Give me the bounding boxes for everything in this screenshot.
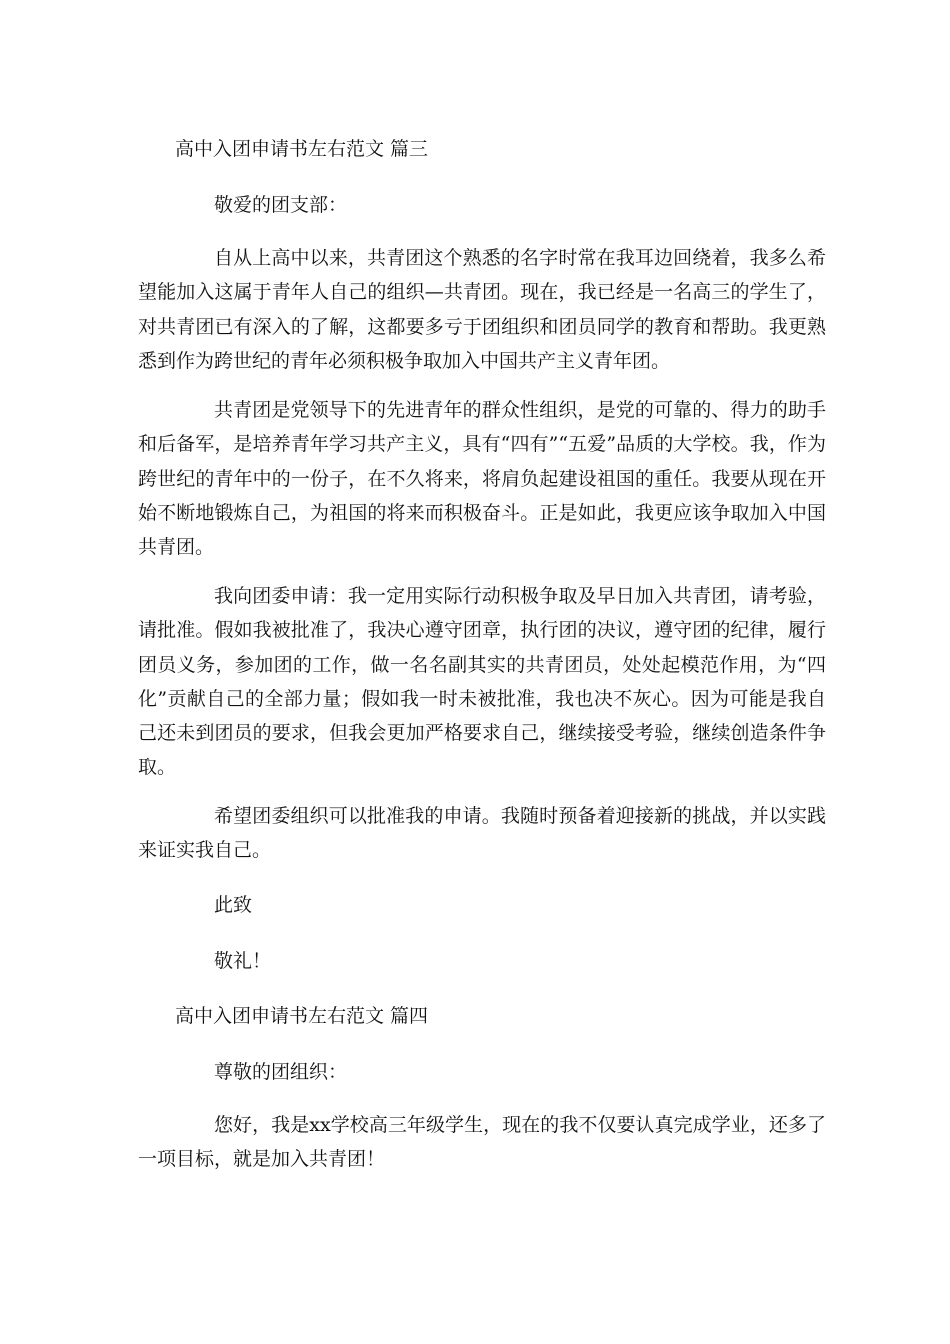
section3-closing: 此致 xyxy=(214,894,253,916)
section4-salutation: 尊敬的团组织： xyxy=(214,1061,348,1083)
section4-paragraph-1: 您好，我是xx学校高三年级学生，现在的我不仅要认真完成学业，还多了一项目标，就是加入共青团！ xyxy=(138,1114,826,1171)
section3-title: 高中入团申请书左右范文 篇三 xyxy=(175,138,429,160)
section4-title: 高中入团申请书左右范文 篇四 xyxy=(175,1005,429,1027)
section3-salutation: 敬爱的团支部： xyxy=(214,194,348,216)
section3-regards: 敬礼！ xyxy=(214,950,272,972)
section3-paragraph-1: 自从上高中以来，共青团这个熟悉的名字时常在我耳边回绕着，我多么希望能加入这属于青年人自己的组织—共青团。现在，我已经是一名高三的学生了，对共青团已有深入的了解，这都要多亏于团组织和团员同学的教育和帮助。我更熟悉到作为跨世纪的青年必须积极争取加入中国共产主义青年团。 xyxy=(138,247,826,372)
section3-paragraph-3: 我向团委申请：我一定用实际行动积极争取及早日加入共青团，请考验，请批准。假如我被批准了，我决心遵守团章，执行团的决议，遵守团的纪律，履行团员义务，参加团的工作，做一名名副其实的共青团员，处处起模范作用，为“四化”贡献自己的全部力量；假如我一时未被批准，我也决不灰心。因为可能是我自己还未到团员的要求，但我会更加严格要求自己，继续接受考验，继续创造条件争取。 xyxy=(138,585,826,779)
section3-paragraph-4: 希望团委组织可以批准我的申请。我随时预备着迎接新的挑战，并以实践来证实我自己。 xyxy=(138,805,826,862)
section3-paragraph-2: 共青团是党领导下的先进青年的群众性组织，是党的可靠的、得力的助手和后备军，是培养青年学习共产主义，具有“四有”“五爱”品质的大学校。我，作为跨世纪的青年中的一份子，在不久将来，将肩负起建设祖国的重任。我要从现在开始不断地锻炼自己，为祖国的将来而积极奋斗。正是如此，我更应该争取加入中国共青团。 xyxy=(138,399,826,559)
